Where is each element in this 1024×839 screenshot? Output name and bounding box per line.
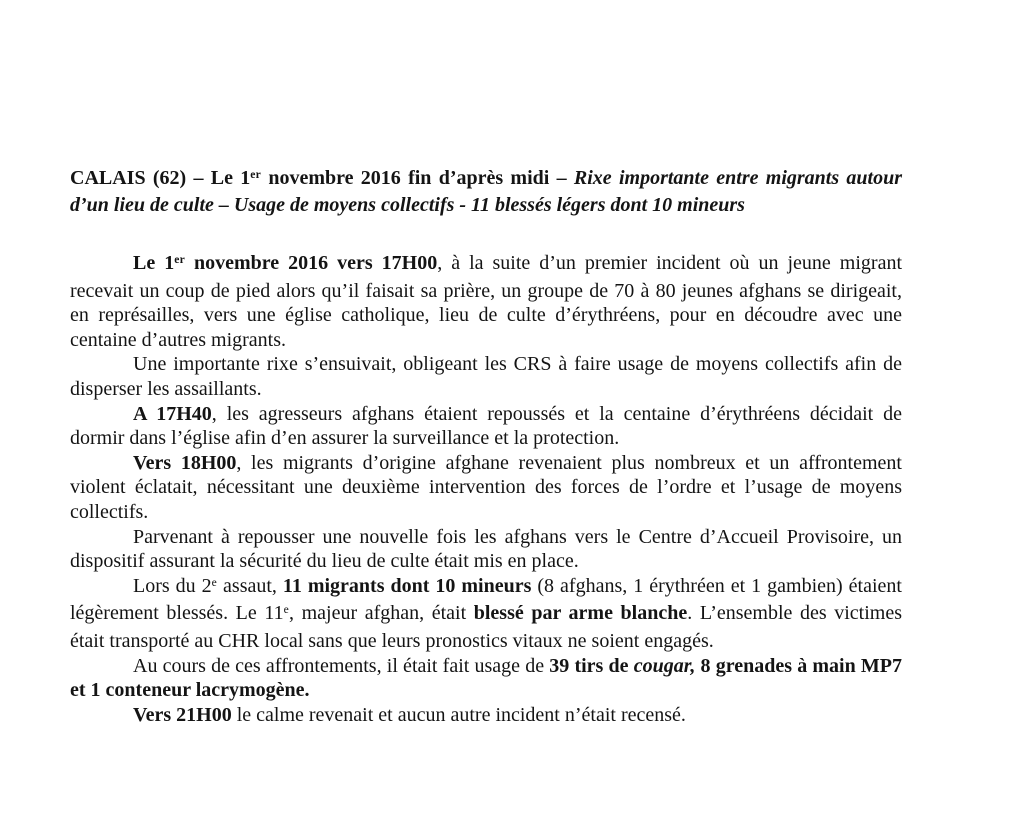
text-run: , à la suite d’un premier incident où un jeune migrant recevait un coup de pied alors qu’il faisait sa prière, un groupe de 70 à 80 jeunes afghans se dirigeait, en représailles, vers une église catholique, lieu de culte d’érythréens, pour en découdre avec une centaine d’autres migrants.: [70, 252, 902, 351]
text-run: 39 tirs de: [549, 654, 634, 677]
superscript-run: er: [174, 252, 185, 266]
text-run: Au cours de ces affrontements, il était fait usage de: [133, 654, 550, 677]
text-run: , les migrants d’origine afghane revenaient plus nombreux et un affrontement violent éclatait, nécessitant une deuxième intervention des forces de l’ordre et l’usage de moyens collectifs.: [70, 451, 902, 523]
text-run: 11 migrants dont 10 mineurs: [282, 574, 532, 597]
document-page: [70, 166, 902, 727]
text-run: cougar,: [633, 654, 696, 677]
text-run: A 17H40: [133, 402, 212, 425]
text-run: blessé par arme blanche: [473, 602, 688, 625]
document-body: [70, 251, 902, 727]
paragraph: [70, 525, 902, 574]
paragraph: [70, 654, 902, 703]
text-run: novembre 2016 vers 17H00: [184, 252, 438, 274]
superscript-run: er: [250, 167, 262, 181]
text-run: Vers 18H00: [133, 451, 237, 474]
text-run: Rixe importante entre migrants autour d’un lieu de culte – Usage de moyens collectifs - 11 blessés légers dont 10 mineurs: [70, 167, 902, 216]
text-run: Parvenant à repousser une nouvelle fois les afghans vers le Centre d’Accueil Provisoire, un dispositif assurant la sécurité du lieu de culte était mis en place.: [70, 525, 902, 573]
text-run: Une importante rixe s’ensuivait, obligeant les CRS à faire usage de moyens collectifs afin de disperser les assaillants.: [70, 353, 902, 400]
superscript-run: e: [211, 575, 218, 589]
text-run: assaut,: [217, 574, 283, 597]
text-run: 8 grenades à main MP7 et 1 conteneur lacrymogène.: [70, 654, 902, 702]
text-run: le calme revenait et aucun autre incident n’était recensé.: [231, 703, 686, 726]
text-run: Lors du 2: [133, 574, 212, 597]
text-run: Vers 21H00: [133, 703, 232, 726]
paragraph: [70, 402, 902, 451]
text-run: . L’ensemble des victimes était transporté au CHR local sans que leurs pronostics vitaux ne soient engagés.: [70, 602, 902, 652]
document-title: [70, 166, 902, 218]
text-run: novembre 2016 fin d’après midi –: [261, 167, 574, 189]
text-run: , les agresseurs afghans étaient repoussés et la centaine d’érythréens décidait de dormir dans l’église afin d’en assurer la surveillance et la protection.: [70, 402, 902, 450]
paragraph: [70, 352, 902, 401]
text-run: , majeur afghan, était: [289, 602, 474, 625]
text-run: CALAIS (62) – Le 1: [70, 167, 251, 189]
paragraph: [70, 574, 902, 654]
text-run: Le 1: [133, 252, 175, 274]
paragraph: [70, 251, 902, 352]
text-run: (8 afghans, 1 érythréen et 1 gambien) étaient légèrement blessés. Le 11: [70, 574, 902, 625]
paragraph: [70, 451, 902, 525]
paragraph: [70, 703, 902, 728]
superscript-run: e: [283, 603, 290, 617]
